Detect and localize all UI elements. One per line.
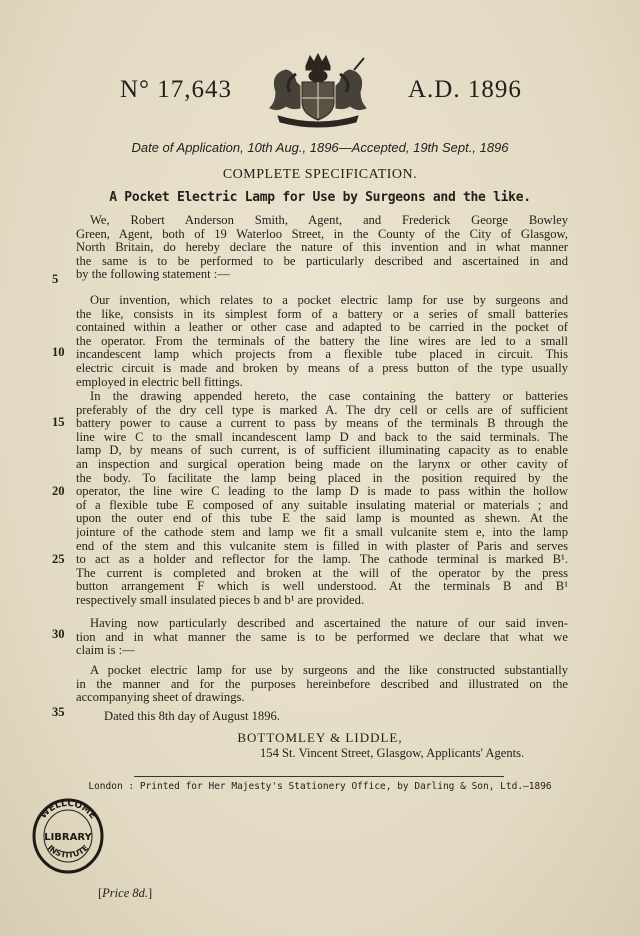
agent-name: BOTTOMLEY & LIDDLE,	[237, 730, 403, 745]
text-line: A pocket electric lamp for use by surgeons and the like constructed substantially	[90, 664, 568, 677]
text-line: an inspection and surgical operation being made on the larynx or other cavity of	[76, 457, 568, 471]
text-line: the body. To facilitate the lamp being placed in the position required by the	[76, 471, 568, 485]
text-line: contained within a leather or other case and adapted to be carried in the pocket of	[76, 321, 568, 335]
paragraph-1	[76, 214, 568, 282]
price-bracket-close: ]	[148, 886, 153, 900]
text-line: The current is completed and broken at the will of the operator by the press	[76, 566, 568, 580]
text-line: end of the stem and this vulcanite stem is filled in with plaster of Paris and serves	[76, 539, 568, 553]
text-line: the same is to be performed to be particularly described and ascertained in and	[76, 254, 568, 268]
svg-text:INSTITUTE	[46, 843, 91, 859]
text-line: the like, consists in its simplest form of a battery or a series of small batteries	[76, 307, 568, 321]
text-line: accompanying sheet of drawings.	[76, 691, 245, 705]
text-line: tion and in what manner the same is to be performed we declare that what we	[76, 630, 568, 644]
paragraph-3	[76, 390, 568, 608]
divider	[134, 776, 504, 777]
text-line: the operator. From the terminals of the battery the line wires are led to a small	[76, 334, 568, 348]
price-text: Price 8d.	[102, 886, 148, 900]
text-line: electric circuit is made and broken by means of a press button of the type usually	[76, 361, 568, 375]
text-line: claim is :—	[76, 644, 135, 658]
stamp-top-text: WELLCOME	[38, 798, 98, 822]
stamp-center-text: LIBRARY	[44, 832, 92, 843]
header	[0, 52, 640, 132]
invention-title: A Pocket Electric Lamp for Use by Surgeons and the like.	[109, 190, 531, 205]
text-line: jointure of the cathode stem and lamp we fit a small vulcanite stem e, into the lamp	[76, 525, 568, 539]
text-line: preferably of the dry cell type is marked A. The dry cell or cells are of sufficient	[76, 403, 568, 417]
application-date-line: Date of Application, 10th Aug., 1896—Accepted, 19th Sept., 1896	[131, 140, 509, 155]
agent-address: 154 St. Vincent Street, Glasgow, Applicants' Agents.	[260, 746, 525, 760]
line-number: 35	[52, 705, 65, 719]
royal-coat-of-arms-icon	[256, 52, 380, 128]
text-line: line wire C to the small incandescent lamp D and back to the said terminals. The	[76, 430, 568, 444]
text-line: Our invention, which relates to a pocket electric lamp for use by surgeons and	[90, 294, 568, 307]
claim-paragraph	[76, 664, 568, 705]
text-line: to act as a holder and reflector for the lamp. The cathode terminal is marked B¹.	[76, 553, 568, 567]
text-line: operator, the line wire C leading to the lamp D is made to pass within the hollow	[76, 485, 568, 499]
line-number: 15	[52, 415, 65, 429]
text-line: In the drawing appended hereto, the case containing the battery or batteries	[90, 390, 568, 403]
patent-year: A.D. 1896	[408, 76, 522, 103]
text-line: North Britain, do hereby declare the nature of this invention and in what manner	[76, 241, 568, 255]
line-number: 5	[52, 272, 59, 286]
printer-imprint: London : Printed for Her Majesty's Stationery Office, by Darling & Son, Ltd.—1896	[88, 781, 552, 792]
text-line: We, Robert Anderson Smith, Agent, and Frederick George Bowley	[90, 214, 568, 227]
library-stamp-icon	[30, 790, 106, 876]
patent-number: N° 17,643	[120, 76, 233, 103]
line-number: 20	[52, 484, 65, 498]
text-line: Green, Agent, both of 19 Waterloo Street, in the County of the City of Glasgow,	[76, 227, 568, 241]
text-line: battery power to cause a current to pass by means of the terminals B through the	[76, 417, 568, 431]
text-line: upon the outer end of this tube E the said lamp is mounted as shewn. At the	[76, 512, 568, 526]
text-line: button arrangement F which is well understood. At the terminals B and B¹	[76, 580, 568, 594]
text-line: by the following statement :—	[76, 268, 230, 282]
text-line: Having now particularly described and ascertained the nature of our said inven-	[90, 617, 568, 630]
price-bracket-open: [	[98, 886, 103, 900]
line-number: 30	[52, 627, 65, 641]
paragraph-2	[76, 294, 568, 389]
text-line: lamp D, by means of such current, is of sufficient illuminating capacity as to enable	[76, 444, 568, 458]
line-number: 10	[52, 345, 65, 359]
text-line: in the manner and for the purposes hereinbefore described and illustrated on the	[76, 677, 568, 691]
specification-title: COMPLETE SPECIFICATION.	[222, 167, 418, 182]
line-number: 25	[52, 552, 65, 566]
stamp-bottom-text: INSTITUTE	[45, 843, 91, 860]
text-line: of a flexible tube E composed of any suitable insulating material or materials ; and	[76, 498, 568, 512]
text-line: employed in electric bell fittings.	[76, 375, 243, 389]
text-line: incandescent lamp which projects from a flexible tube placed in circuit. This	[76, 348, 568, 362]
paragraph-4	[76, 617, 568, 658]
dated-line: Dated this 8th day of August 1896.	[104, 709, 280, 723]
text-line: respectively small insulated pieces b and b¹ are provided.	[76, 593, 365, 607]
price-label	[98, 886, 152, 901]
